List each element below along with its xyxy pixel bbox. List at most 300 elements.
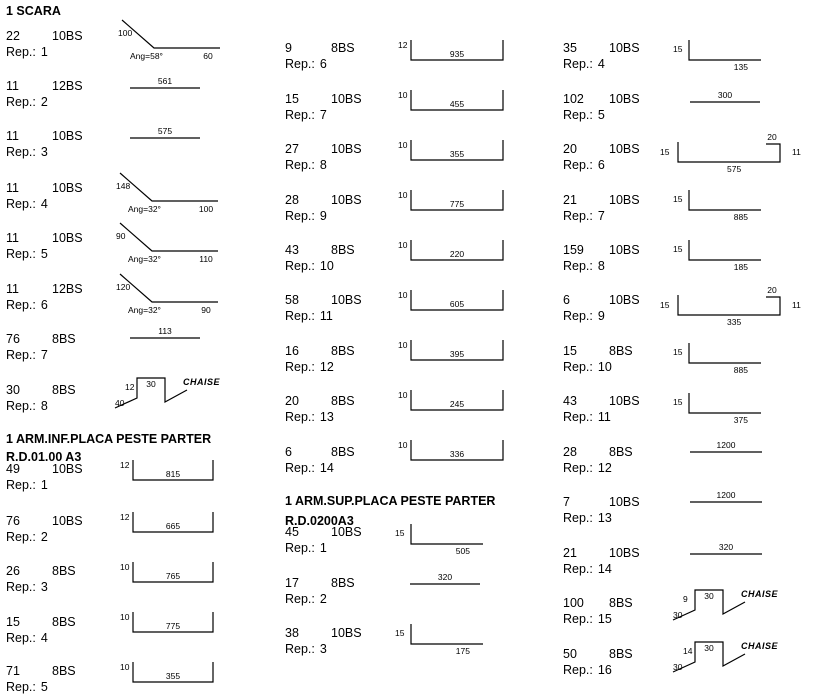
rep-number: 1 [40, 478, 48, 492]
shape-dimension: 9 [683, 594, 688, 604]
rep-number: 3 [40, 145, 48, 159]
bar-entry [563, 141, 673, 175]
shape-dimension: 395 [449, 349, 465, 359]
bar-diameter: 10BS [331, 142, 362, 156]
shape-dimension: 135 [733, 62, 748, 72]
bar-entry [285, 242, 395, 276]
bar-mark [6, 196, 48, 212]
bar-count: 35 [563, 41, 577, 55]
bar-diameter: 10BS [52, 231, 83, 245]
bar-diameter: 10BS [331, 193, 362, 207]
bar-count: 76 [6, 332, 20, 346]
bar-mark [563, 662, 612, 678]
bar-diameter: 8BS [52, 332, 76, 346]
bar-diameter: 10BS [609, 243, 640, 257]
rep-label: Rep.: [6, 580, 36, 594]
bar-diameter: 8BS [52, 615, 76, 629]
rep-label: Rep.: [563, 360, 593, 374]
bar-diameter: 8BS [331, 394, 355, 408]
shape-dimension: 605 [449, 299, 465, 309]
shape-dimension: 148 [116, 181, 131, 191]
bar-shape-u [120, 662, 181, 681]
bar-count: 15 [6, 615, 20, 629]
bar-count: 21 [563, 546, 577, 560]
bar-count: 20 [285, 394, 299, 408]
bar-shape-lhook [660, 285, 801, 327]
bar-line [689, 40, 761, 60]
rep-number: 5 [597, 108, 605, 122]
rep-number: 15 [597, 612, 612, 626]
bar-mark [285, 107, 327, 123]
bar-shape-l [673, 343, 748, 375]
shape-dimension: 300 [717, 90, 733, 100]
bar-count: 11 [6, 181, 19, 195]
bar-mark [6, 347, 48, 363]
bar-count: 76 [6, 514, 20, 528]
rep-number: 10 [319, 259, 334, 273]
bar-mark [563, 308, 605, 324]
bar-entry [285, 292, 395, 326]
bar-mark [6, 630, 48, 646]
bar-shape-u [398, 40, 465, 59]
rep-label: Rep.: [563, 410, 593, 424]
bar-mark [285, 409, 334, 425]
shape-dimension: 15 [673, 397, 683, 407]
rep-label: Rep.: [6, 478, 36, 492]
bar-count: 22 [6, 29, 20, 43]
bar-diameter: 10BS [609, 293, 640, 307]
bar-entry [563, 545, 673, 579]
bar-mark [6, 529, 48, 545]
shape-dimension: 10 [120, 562, 130, 572]
rep-number: 8 [319, 158, 327, 172]
bar-count: 11 [6, 282, 19, 296]
bar-diameter: 8BS [609, 344, 633, 358]
shape-dimension: 113 [158, 326, 172, 336]
rep-number: 14 [597, 562, 612, 576]
bar-diameter: 10BS [609, 41, 640, 55]
bar-shape-chair [673, 640, 779, 672]
shape-dimension: 375 [733, 415, 748, 425]
rep-label: Rep.: [285, 259, 315, 273]
bar-diameter: 10BS [609, 495, 640, 509]
rep-label: Rep.: [563, 511, 593, 525]
bar-diameter: 8BS [331, 445, 355, 459]
bar-entry [285, 524, 395, 558]
rep-number: 12 [597, 461, 612, 475]
bar-diameter: 10BS [52, 514, 83, 528]
bar-diameter: 10BS [331, 92, 362, 106]
bar-count: 21 [563, 193, 577, 207]
shape-dimension: Ang=32° [128, 204, 161, 214]
bar-mark [285, 460, 334, 476]
bar-shape-straight [130, 326, 172, 336]
bar-count: 9 [285, 41, 292, 55]
bar-shape-bent [116, 223, 213, 264]
shape-dimension: 455 [449, 99, 465, 109]
bar-entry [285, 575, 395, 609]
rep-label: Rep.: [285, 57, 315, 71]
bar-count: 58 [285, 293, 299, 307]
bar-count: 100 [563, 596, 584, 610]
shape-dimension: 15 [673, 194, 683, 204]
bar-mark [563, 208, 605, 224]
shape-dimension: 885 [733, 365, 748, 375]
bar-mark [285, 258, 334, 274]
rep-number: 9 [597, 309, 605, 323]
bar-shape-bent [118, 20, 213, 61]
rep-number: 6 [597, 158, 605, 172]
bar-shape-u [398, 140, 465, 159]
bar-shape-l [673, 240, 748, 272]
bar-mark [6, 144, 48, 160]
rep-label: Rep.: [6, 247, 36, 261]
bar-diameter: 10BS [609, 92, 640, 106]
rep-number: 2 [40, 530, 48, 544]
bar-diameter: 12BS [52, 79, 83, 93]
rep-number: 2 [319, 592, 327, 606]
bar-diameter: 10BS [331, 525, 362, 539]
rep-number: 11 [597, 410, 611, 424]
rep-label: Rep.: [285, 309, 315, 323]
rep-label: Rep.: [285, 410, 315, 424]
bar-diameter: 8BS [609, 596, 633, 610]
bar-entry [563, 393, 673, 427]
bar-count: 43 [285, 243, 299, 257]
bar-diameter: 10BS [331, 626, 362, 640]
shape-dimension: 30 [704, 643, 714, 653]
shape-dimension: 775 [165, 621, 181, 631]
bar-shape-u [398, 340, 465, 359]
shape-dimension: 12 [398, 40, 408, 50]
bar-diameter: 10BS [52, 129, 83, 143]
bar-count: 38 [285, 626, 299, 640]
shape-dimension: 11 [792, 147, 801, 157]
rep-label: Rep.: [563, 259, 593, 273]
bar-mark [285, 56, 327, 72]
bar-line [120, 274, 218, 302]
bar-count: 27 [285, 142, 299, 156]
shape-dimension: 15 [660, 147, 670, 157]
bar-mark [6, 477, 48, 493]
bar-shape-l [673, 40, 748, 72]
bar-count: 16 [285, 344, 299, 358]
bar-count: 43 [563, 394, 577, 408]
bar-entry [285, 91, 395, 125]
shape-dimension: 30 [673, 610, 683, 620]
bar-count: 50 [563, 647, 577, 661]
bar-mark [6, 579, 48, 595]
bar-count: 15 [285, 92, 299, 106]
bar-mark [563, 359, 612, 375]
bar-entry [285, 444, 395, 478]
bar-mark [563, 56, 605, 72]
bar-mark [563, 611, 612, 627]
bar-line [120, 223, 218, 251]
shape-dimension: 10 [398, 440, 408, 450]
shape-dimension: CHAISE [741, 589, 779, 599]
shape-dimension: 14 [683, 646, 693, 656]
shape-dimension: 100 [198, 204, 214, 214]
bar-mark [285, 208, 327, 224]
bar-entry [563, 595, 673, 629]
shape-dimension: 775 [449, 199, 465, 209]
rep-label: Rep.: [285, 642, 315, 656]
section-title: 1 ARM.INF.PLACA PESTE PARTER [6, 432, 212, 446]
rep-label: Rep.: [563, 309, 593, 323]
shape-dimension: CHAISE [741, 641, 779, 651]
shape-dimension: 220 [449, 249, 465, 259]
rep-number: 4 [40, 197, 48, 211]
bar-mark [285, 157, 327, 173]
bar-shape-straight [690, 542, 734, 552]
bar-shape-straight [690, 490, 736, 500]
bar-diameter: 8BS [609, 445, 633, 459]
rep-number: 8 [40, 399, 48, 413]
bar-mark [285, 540, 327, 556]
rep-label: Rep.: [285, 461, 315, 475]
shape-dimension: 575 [727, 164, 742, 174]
bar-diameter: 10BS [52, 29, 83, 43]
shape-dimension: 1200 [716, 490, 736, 500]
rep-number: 1 [40, 45, 48, 59]
section-title: 1 ARM.SUP.PLACA PESTE PARTER [285, 494, 496, 508]
shape-dimension: 245 [449, 399, 465, 409]
rep-label: Rep.: [285, 541, 315, 555]
bar-entry [6, 78, 116, 112]
bar-diameter: 12BS [52, 282, 83, 296]
bar-shape-u [398, 290, 465, 309]
shape-dimension: 935 [449, 49, 465, 59]
bar-count: 7 [563, 495, 570, 509]
rep-label: Rep.: [285, 209, 315, 223]
rep-label: Rep.: [6, 298, 36, 312]
rep-label: Rep.: [563, 158, 593, 172]
shape-dimension: 30 [146, 379, 156, 389]
shape-dimension: 30 [704, 591, 714, 601]
shape-dimension: 175 [455, 646, 470, 656]
rep-number: 5 [40, 247, 48, 261]
bar-diameter: 8BS [331, 41, 355, 55]
section-title: 1 SCARA [6, 4, 61, 18]
bar-shape-bent [116, 173, 214, 214]
bar-entry [6, 382, 116, 416]
bar-mark [563, 157, 605, 173]
bar-line [411, 624, 483, 644]
bar-entry [6, 513, 116, 547]
shape-dimension: 10 [398, 340, 408, 350]
shape-dimension: 336 [449, 449, 465, 459]
bar-entry [285, 192, 395, 226]
rep-number: 13 [319, 410, 334, 424]
bar-shape-u [120, 512, 181, 531]
shape-dimension: 505 [455, 546, 470, 556]
bar-entry [563, 40, 673, 74]
rep-label: Rep.: [563, 663, 593, 677]
bar-shape-l [395, 524, 470, 556]
bar-line [120, 173, 218, 201]
bar-diameter: 8BS [52, 664, 76, 678]
bar-shape-u [398, 440, 465, 459]
shape-dimension: 11 [792, 300, 801, 310]
bar-entry [6, 461, 116, 495]
bar-shape-straight [130, 76, 173, 86]
bar-mark [563, 561, 612, 577]
shape-dimension: 10 [120, 612, 130, 622]
rep-label: Rep.: [285, 158, 315, 172]
shape-dimension: Ang=32° [128, 305, 161, 315]
rep-label: Rep.: [563, 57, 593, 71]
bar-count: 45 [285, 525, 299, 539]
shape-dimension: 561 [157, 76, 173, 86]
bar-shape-chair [673, 588, 779, 620]
shape-dimension: 10 [398, 290, 408, 300]
shape-dimension: 665 [165, 521, 181, 531]
bar-mark [6, 297, 48, 313]
bar-line [689, 240, 761, 260]
shape-dimension: 20 [767, 132, 777, 142]
shape-dimension: 10 [398, 190, 408, 200]
bar-line [689, 343, 761, 363]
bar-line [678, 295, 780, 315]
bar-shape-u [398, 240, 465, 259]
rep-number: 7 [40, 348, 48, 362]
bar-diameter: 10BS [609, 546, 640, 560]
bar-entry [563, 91, 673, 125]
bar-entry [285, 40, 395, 74]
bar-mark [6, 94, 48, 110]
rep-number: 3 [319, 642, 327, 656]
shape-dimension: 335 [727, 317, 742, 327]
shape-dimension: 15 [673, 44, 683, 54]
rep-label: Rep.: [6, 399, 36, 413]
bar-count: 49 [6, 462, 20, 476]
bar-line [689, 393, 761, 413]
rep-number: 7 [319, 108, 327, 122]
rep-number: 13 [597, 511, 612, 525]
rep-number: 6 [319, 57, 327, 71]
rep-label: Rep.: [285, 108, 315, 122]
rep-label: Rep.: [6, 530, 36, 544]
rep-label: Rep.: [6, 145, 36, 159]
bar-entry [563, 192, 673, 226]
rep-label: Rep.: [563, 461, 593, 475]
shape-dimension: 320 [718, 542, 734, 552]
rep-label: Rep.: [6, 631, 36, 645]
rep-number: 14 [319, 461, 334, 475]
bar-diameter: 10BS [331, 293, 362, 307]
rep-number: 6 [40, 298, 48, 312]
bar-shape-u [120, 562, 181, 581]
bar-count: 28 [563, 445, 577, 459]
bar-count: 102 [563, 92, 584, 106]
bar-count: 17 [285, 576, 299, 590]
bar-mark [285, 308, 333, 324]
shape-dimension: 12 [120, 512, 130, 522]
shape-dimension: 765 [165, 571, 181, 581]
shape-dimension: 815 [165, 469, 181, 479]
rep-label: Rep.: [285, 592, 315, 606]
rep-number: 9 [319, 209, 327, 223]
bar-shape-u [120, 460, 181, 479]
bar-entry [6, 230, 116, 264]
bar-entry [6, 563, 116, 597]
bar-entry [563, 292, 673, 326]
bar-count: 6 [285, 445, 292, 459]
rep-number: 7 [597, 209, 605, 223]
shape-dimension: 120 [116, 282, 131, 292]
shape-dimension: Ang=32° [128, 254, 161, 264]
shape-dimension: 30 [673, 662, 683, 672]
rep-number: 4 [597, 57, 605, 71]
bar-diameter: 8BS [331, 576, 355, 590]
bar-count: 15 [563, 344, 577, 358]
shape-dimension: 90 [116, 231, 126, 241]
bar-shape-l [395, 624, 470, 656]
rep-label: Rep.: [6, 680, 36, 694]
section-drawing-code: R.D.01.00 A3 [6, 450, 82, 464]
bar-count: 159 [563, 243, 584, 257]
bar-mark [6, 44, 48, 60]
shape-dimension: 1200 [716, 440, 736, 450]
rep-number: 11 [319, 309, 333, 323]
shape-dimension: 20 [767, 285, 777, 295]
rep-number: 3 [40, 580, 48, 594]
bar-diameter: 10BS [609, 142, 640, 156]
bar-shape-straight [690, 440, 736, 450]
bar-mark [563, 409, 611, 425]
bar-diameter: 8BS [609, 647, 633, 661]
rep-label: Rep.: [6, 45, 36, 59]
bar-shape-straight [130, 126, 173, 136]
rep-label: Rep.: [563, 562, 593, 576]
bar-entry [6, 614, 116, 648]
bar-mark [6, 246, 48, 262]
bar-shape-u [398, 90, 465, 109]
bar-count: 11 [6, 79, 19, 93]
bar-mark [563, 107, 605, 123]
rep-label: Rep.: [563, 612, 593, 626]
shape-dimension: Ang=58° [130, 51, 163, 61]
rep-number: 1 [319, 541, 327, 555]
shape-dimension: 885 [733, 212, 748, 222]
bar-shape-chair [115, 376, 221, 408]
shape-dimension: 40 [115, 398, 125, 408]
bar-shape-bent [116, 274, 211, 315]
bar-line [122, 20, 220, 48]
shape-dimension: CHAISE [183, 377, 221, 387]
bar-count: 20 [563, 142, 577, 156]
rep-number: 5 [40, 680, 48, 694]
shape-dimension: 355 [165, 671, 181, 681]
bar-shape-l [673, 190, 748, 222]
shape-dimension: 12 [125, 382, 135, 392]
shape-dimension: 15 [673, 347, 683, 357]
bar-shape-u [120, 612, 181, 631]
bar-count: 28 [285, 193, 299, 207]
bar-diameter: 8BS [331, 243, 355, 257]
shape-dimension: 10 [398, 90, 408, 100]
bar-entry [285, 625, 395, 659]
bar-count: 6 [563, 293, 570, 307]
bar-line [678, 142, 780, 162]
bar-count: 26 [6, 564, 20, 578]
bar-shape-u [398, 190, 465, 209]
bar-entry [563, 343, 673, 377]
shape-dimension: 10 [398, 240, 408, 250]
rep-label: Rep.: [6, 197, 36, 211]
bar-mark [6, 679, 48, 695]
